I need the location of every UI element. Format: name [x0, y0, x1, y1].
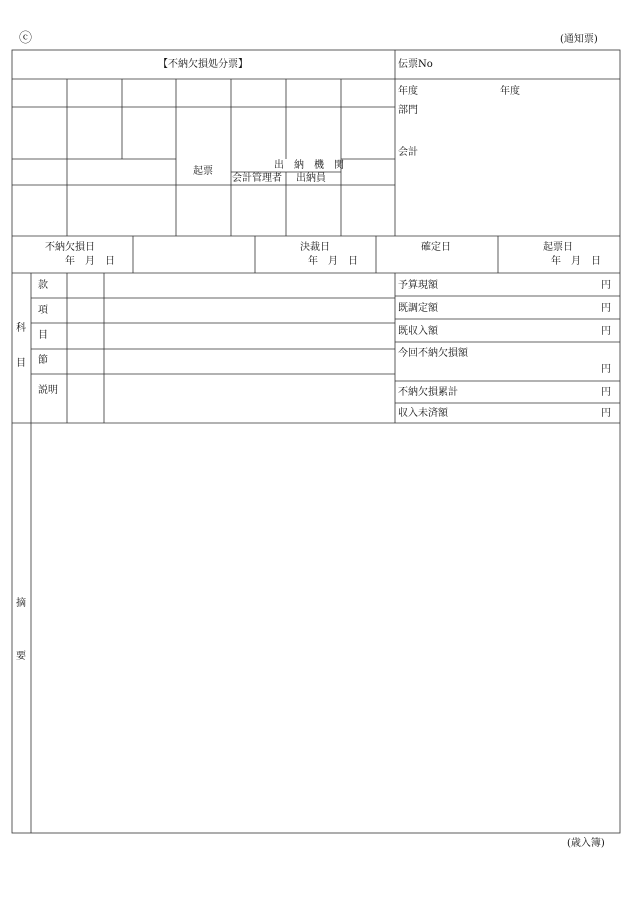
yen-label: 円 [601, 408, 611, 419]
yen-label: 円 [601, 303, 611, 314]
origination-label: 起票 [193, 166, 213, 177]
accounting-manager-label: 会計管理者 [232, 173, 282, 184]
amount-label-uncollected: 収入未済額 [398, 408, 448, 419]
notice-label: (通知票) [560, 34, 598, 45]
ledger-label: (歳入簿) [567, 838, 605, 849]
writeoff-date-label: 不納欠損日 [45, 242, 95, 253]
form-title: 【不納欠損処分票】 [158, 59, 248, 70]
origination-date-label: 起票日 [543, 242, 573, 253]
amount-label-received: 既収入額 [398, 326, 438, 337]
department-label: 部門 [398, 105, 418, 116]
decision-date-ymd: 年 月 日 [308, 256, 358, 267]
amount-label-budget: 予算現額 [398, 280, 438, 291]
yen-label: 円 [601, 387, 611, 398]
writeoff-date-ymd: 年 月 日 [65, 256, 115, 267]
fiscal-year-label: 年度 [398, 86, 418, 97]
yen-label: 円 [601, 326, 611, 337]
voucher-no-label: 伝票No [398, 59, 433, 70]
copyright-mark: ⓒ [19, 31, 33, 46]
origination-date-ymd: 年 月 日 [551, 256, 601, 267]
cashier-label: 出納員 [296, 173, 326, 184]
subject-row-label-moku: 目 [38, 330, 48, 341]
yen-label: 円 [601, 364, 611, 375]
yen-label: 円 [601, 280, 611, 291]
subject-section-label-1: 科 [16, 323, 26, 334]
confirmation-date-label: 確定日 [421, 242, 451, 253]
subject-row-label-description: 説明 [38, 385, 58, 396]
amount-label-assessed: 既調定額 [398, 303, 438, 314]
amount-label-current-writeoff: 今回不納欠損額 [398, 348, 468, 359]
subject-section-label-2: 目 [16, 358, 26, 369]
subject-row-label-kou: 項 [38, 305, 48, 316]
summary-label-1: 摘 [16, 598, 26, 609]
decision-date-label: 決裁日 [300, 242, 330, 253]
summary-label-2: 要 [16, 651, 26, 662]
treasury-office-label: 出 納 機 関 [274, 160, 344, 171]
subject-row-label-setsu: 節 [38, 355, 48, 366]
amount-label-writeoff-total: 不納欠損累計 [398, 387, 458, 398]
fiscal-year-label-2: 年度 [500, 86, 520, 97]
accounting-label: 会計 [398, 147, 418, 158]
subject-row-label-kan: 款 [38, 280, 48, 291]
